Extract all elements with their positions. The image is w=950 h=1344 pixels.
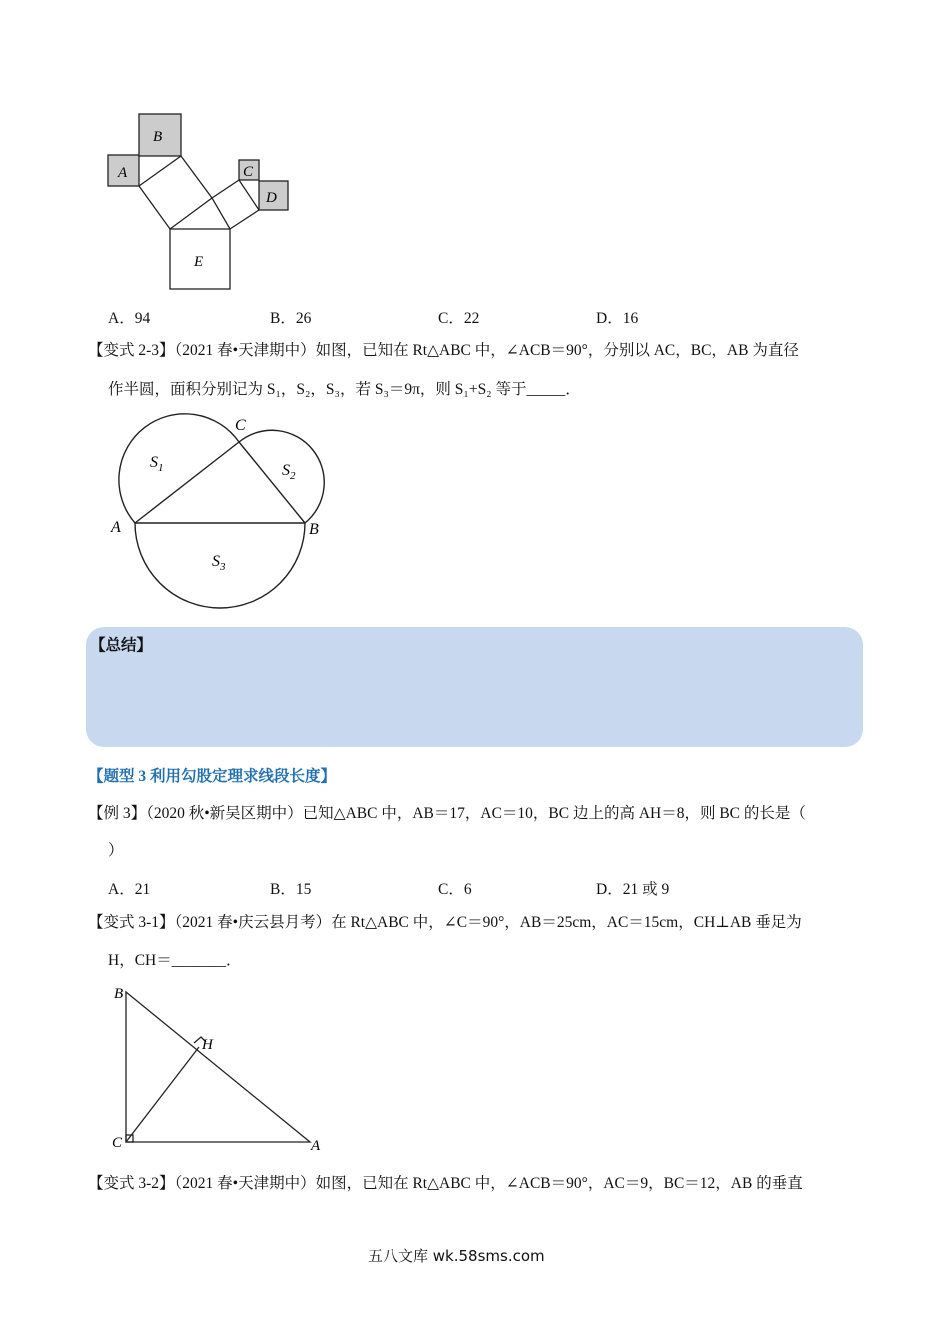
ex3-option-a: A．21: [108, 881, 151, 898]
ex3-option-d: D．21 或 9: [596, 881, 670, 898]
middle-square-right: [212, 180, 259, 229]
label-c: C: [235, 417, 246, 434]
label-d: D: [266, 190, 277, 206]
variant-2-3-line1: 【变式 2-3】（2021 春•天津期中）如图，已知在 Rt△ABC 中，∠ACB＝90°，分别以 AC，BC，AB 为直径: [88, 342, 799, 359]
side-bc: [239, 442, 305, 523]
label-s2: $S_2$: [282, 462, 296, 482]
label-h: H: [202, 1037, 213, 1053]
label-s1: $S_1$: [150, 454, 164, 474]
footer-watermark: 五八文库 wk.58sms.com: [368, 1247, 545, 1265]
label-b: B: [309, 521, 319, 538]
label-b: B: [153, 129, 163, 145]
triangle-abc: [126, 992, 310, 1142]
semicircles-figure: [108, 412, 338, 617]
label-e: E: [194, 254, 204, 270]
label-s3: $S_3$: [212, 553, 226, 573]
option-b: B．26: [270, 310, 312, 327]
variant-3-1-line1: 【变式 3-1】（2021 春•庆云县月考）在 Rt△ABC 中，∠C＝90°，AB＝25cm，AC＝15cm，CH⊥AB 垂足为: [88, 914, 802, 931]
ex3-option-c: C．6: [438, 881, 472, 898]
middle-square-left: [139, 156, 212, 229]
ex3-option-b: B．15: [270, 881, 312, 898]
label-c: C: [112, 1135, 123, 1151]
label-b: B: [114, 986, 124, 1002]
label-a: A: [111, 519, 121, 536]
section-3-title: 【题型 3 利用勾股定理求线段长度】: [88, 768, 337, 785]
right-triangle-figure: [108, 982, 328, 1152]
label-c: C: [243, 164, 254, 180]
variant-3-1-line2: H，CH＝_______．: [108, 952, 242, 969]
option-a: A．94: [108, 310, 151, 327]
option-c: C．22: [438, 310, 480, 327]
label-a: A: [311, 1138, 321, 1152]
example-3-line2: ）: [108, 842, 124, 859]
summary-box: [86, 627, 863, 747]
altitude-ch: [126, 1047, 199, 1142]
example-3-line1: 【例 3】（2020 秋•新吴区期中）已知△ABC 中，AB＝17，AC＝10，BC 边上的高 AH＝8，则 BC 的长是（: [88, 805, 806, 822]
summary-title: 【总结】: [90, 637, 153, 654]
variant-3-2-line1: 【变式 3-2】（2021 春•天津期中）如图，已知在 Rt△ABC 中，∠ACB＝90°，AC＝9，BC＝12，AB 的垂直: [88, 1175, 803, 1192]
semicircle-ac: [119, 414, 239, 523]
variant-2-3-line2: 作半圆，面积分别记为 S₁，S₂，S₃，若 S₃＝9π，则 S₁+S₂ 等于_____．: [108, 381, 581, 398]
option-d: D．16: [596, 310, 639, 327]
squares-figure: [100, 108, 300, 294]
label-a: A: [118, 165, 128, 181]
